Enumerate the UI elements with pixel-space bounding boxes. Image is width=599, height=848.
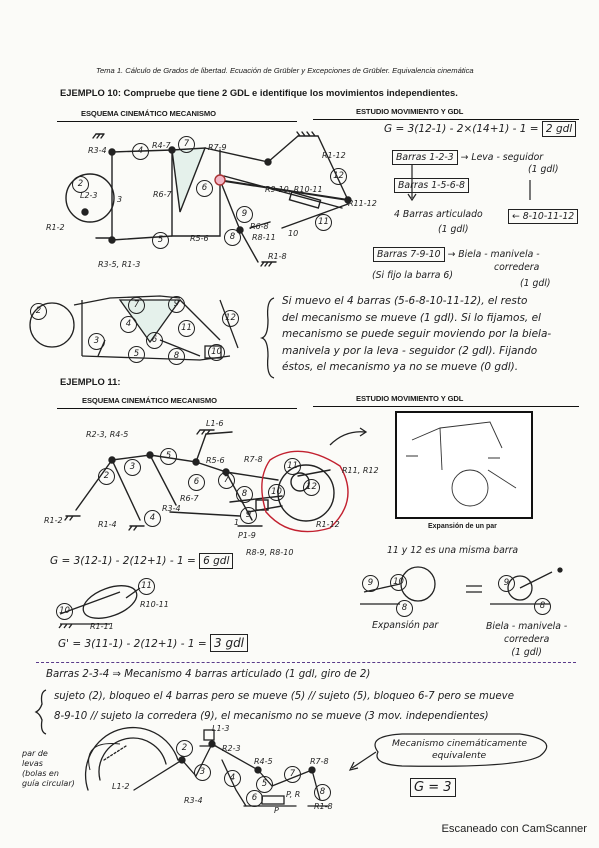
ex10b-num-11: 11 [178,320,195,337]
ex10-note-barras-1-5-6-8: Barras 1-5-6-8 [394,178,469,193]
eq-num-6: 6 [246,790,263,807]
ex10-right-heading: ESTUDIO MOVIMIENTO Y GDL [356,107,464,116]
ex11-label-r11-r12: R11, R12 [342,466,379,475]
ex11-line-3: 8-9-10 // sujeto la corredera (9), el mecanismo no se mueve (3 mov. independientes) [54,711,489,722]
ex10b-num-8: 8 [168,348,185,365]
ex10-num-5: 5 [152,232,169,249]
final-result: G = 3 [410,778,456,797]
ex10-note-1gdl-c: (1 gdl) [520,278,551,289]
ex11-label-r7-8: R7-8 [244,455,263,464]
ex11-num-10: 10 [268,484,285,501]
eq-num-8: 8 [314,784,331,801]
ex11-label-r2-3-r4-5: R2-3, R4-5 [86,430,129,439]
ex10-num-7: 7 [178,136,195,153]
ex11-num-8: 8 [236,486,253,503]
ex10-formula: G = 3(12-1) - 2×(14+1) - 1 = 2 gdl [384,121,576,137]
ex10b-num-7: 7 [128,297,145,314]
ex10-label-r8-11: R8-11 [252,233,276,242]
ex10-label-r1-8: R1-8 [268,252,287,261]
ex11-side-note: par de levas (bolas en guía circular) [22,749,75,788]
ex10-note-barras-1-2-3: Barras 1-2-3 → Leva - seguidor [392,150,543,165]
ex11-formula1: G = 3(12-1) - 2(12+1) - 1 = 6 gdl [50,553,233,569]
ex11-result1-box: 6 gdl [199,553,233,569]
example-11-title: EJEMPLO 11: [60,376,121,387]
ex10-label-r11-12: R11-12 [348,199,377,208]
ex11-num-2: 2 [98,468,115,485]
ex10b-num-9: 9 [168,296,185,313]
ex10-label-r4-7: R4-7 [152,141,171,150]
ex11-label-r1-2: R1-2 [44,516,63,525]
exp-num-8a: 8 [396,600,413,617]
ex11-num-9: 9 [240,507,257,524]
ex10-left-heading: ESQUEMA CINEMÁTICO MECANISMO [81,109,216,118]
ex10-note-1gdl-a: (1 gdl) [528,164,559,175]
ex11-num-12: 12 [303,479,320,496]
ex10-num-2: 2 [72,176,89,193]
ex11-num-4: 4 [144,510,161,527]
ex11-num-6: 6 [188,474,205,491]
ex10-label-r6-8: R6-8 [250,222,269,231]
ex10-note-1gdl-b: (1 gdl) [438,224,469,235]
ex10-label-10: 10 [288,229,299,238]
ex10-num-8: 8 [224,229,241,246]
eq-label-p: P [274,806,279,815]
ex10-paragraph: Si muevo el 4 barras (5-6-8-10-11-12), el resto del mecanismo se mueve (1 gdl). Si lo fijamos, el mecanismo se puede seguir moviendo por la biela- manivela y por la leva - seguidor (2 gdl). Fijando éstos, el mecanismo ya no se mueve (0 gdl). [282,295,552,373]
ex11-line-2: sujeto (2), bloqueo el 4 barras pero se mueve (5) // sujeto (5), bloqueo 6-7 pero se mueve [54,691,514,702]
eq-label-l1-2: L1-2 [112,782,130,791]
ex11-label-1: 1 [234,518,240,527]
eq-label-r1-8: R1-8 [314,802,333,811]
ex10-num-6: 6 [196,180,213,197]
eq-label-r4-5: R4-5 [254,757,273,766]
ex11-label-r5-6: R5-6 [206,456,225,465]
ex10-label-r9-10-r10-11: R9-10, R10-11 [265,185,323,194]
ex10-result-box: 2 gdl [542,121,576,137]
ex10-label-r1-2: R1-2 [46,223,65,232]
ex10b-num-2: 2 [30,303,47,320]
eq-num-3: 3 [194,764,211,781]
page-header: Tema 1. Cálculo de Grados de libertad. Ecuación de Grübler y Excepciones de Grübler. Equivalencia cinemática [96,66,474,75]
ex10-note-4barras: 4 Barras articulado [394,209,483,220]
ex11-label-l1-6: L1-6 [206,419,224,428]
ex11-label-r1-12: R1-12 [316,520,340,529]
ex11-left-heading: ESQUEMA CINEMÁTICO MECANISMO [82,396,217,405]
ex10b-num-3: 3 [88,333,105,350]
ex10b-num-5: 5 [128,346,145,363]
ex10-label-r3-4: R3-4 [88,146,107,155]
small-num-10: 10 [56,603,73,620]
exp-num-9b: 9 [498,575,515,592]
ex11-label-r6-7: R6-7 [180,494,199,503]
eq-label-r7-8: R7-8 [310,757,329,766]
ex10-label-3: 3 [117,195,123,204]
ex11-right-heading: ESTUDIO MOVIMIENTO Y GDL [356,394,464,403]
ex11-label-p1-9: P1-9 [238,531,256,540]
example-10-title: EJEMPLO 10: Compruebe que tiene 2 GDL e identifique los movimientos independientes. [60,87,458,98]
eq-num-4: 4 [224,770,241,787]
ex11-num-3: 3 [124,459,141,476]
ex10b-num-10: 10 [208,344,225,361]
ex10-num-11: 11 [315,214,332,231]
ex10-note-fijo: (Si fijo la barra 6) [372,270,453,281]
ex10-label-r5-6: R5-6 [190,234,209,243]
ex11-result2-box: 3 gdl [210,634,248,652]
scanner-footer: Escaneado con CamScanner [441,823,587,835]
ex11-label-r8-9-r8-10: R8-9, R8-10 [246,548,294,557]
ex10-label-r1-12: R1-12 [322,151,346,160]
eq-num-7: 7 [284,766,301,783]
ex11-num-11: 11 [284,458,301,475]
ex10-note-8-10-11-12: ← 8-10-11-12 [508,209,578,224]
ex11-formula2: G' = 3(11-1) - 2(12+1) - 1 = 3 gdl [58,634,248,652]
ex10-label-r7-9: R7-9 [208,143,227,152]
ex10b-num-12: 12 [222,310,239,327]
ex10-label-l2-3: L2-3 [80,191,98,200]
eq-label-l1-3: L1-3 [212,724,230,733]
ex11-num-5: 5 [160,448,177,465]
ex10-note-barras-7-9-10: Barras 7-9-10 → Biela - manivela - [373,247,540,262]
eq-label-r3-4: R3-4 [184,796,203,805]
ex10-num-12: 12 [330,168,347,185]
ex10-label-r3-5-r1-3: R3-5, R1-3 [98,260,141,269]
ex10-note-corredera: corredera [494,262,540,273]
ex11-label-r3-4: R3-4 [162,504,181,513]
equivalent-bubble-text: Mecanismo cinemáticamente equivalente [392,738,528,761]
expansion-par-label: Expansión par [372,620,439,631]
eq-num-2: 2 [176,740,193,757]
eq-label-r2-3: R2-3 [222,744,241,753]
exp-num-10a: 10 [390,574,407,591]
eq-label-p-r: P, R [286,790,301,799]
ex11-line-1: Barras 2-3-4 ⇒ Mecanismo 4 barras articulado (1 gdl, giro de 2) [46,669,371,680]
exp-num-9a: 9 [362,575,379,592]
ex11-label-r1-4: R1-4 [98,520,117,529]
ex10b-num-6: 6 [146,332,163,349]
expansion-caption: Expansión de un par [428,523,497,530]
eq-num-5: 5 [256,776,273,793]
small-num-11: 11 [138,578,155,595]
ex10-label-r6-7: R6-7 [153,190,172,199]
exp-num-8b: 8 [534,598,551,615]
note-11-12-same-bar: 11 y 12 es una misma barra [387,545,519,556]
crank-slider-label: Biela - manivela - corredera (1 gdl) [486,621,568,658]
ex10b-num-4: 4 [120,316,137,333]
small-label-r10-11: R10-11 [140,600,169,609]
ex10-num-4: 4 [132,143,149,160]
small-label-r1-11: R1-11 [90,622,114,631]
ex11-num-7: 7 [218,472,235,489]
ex10-num-9: 9 [236,206,253,223]
